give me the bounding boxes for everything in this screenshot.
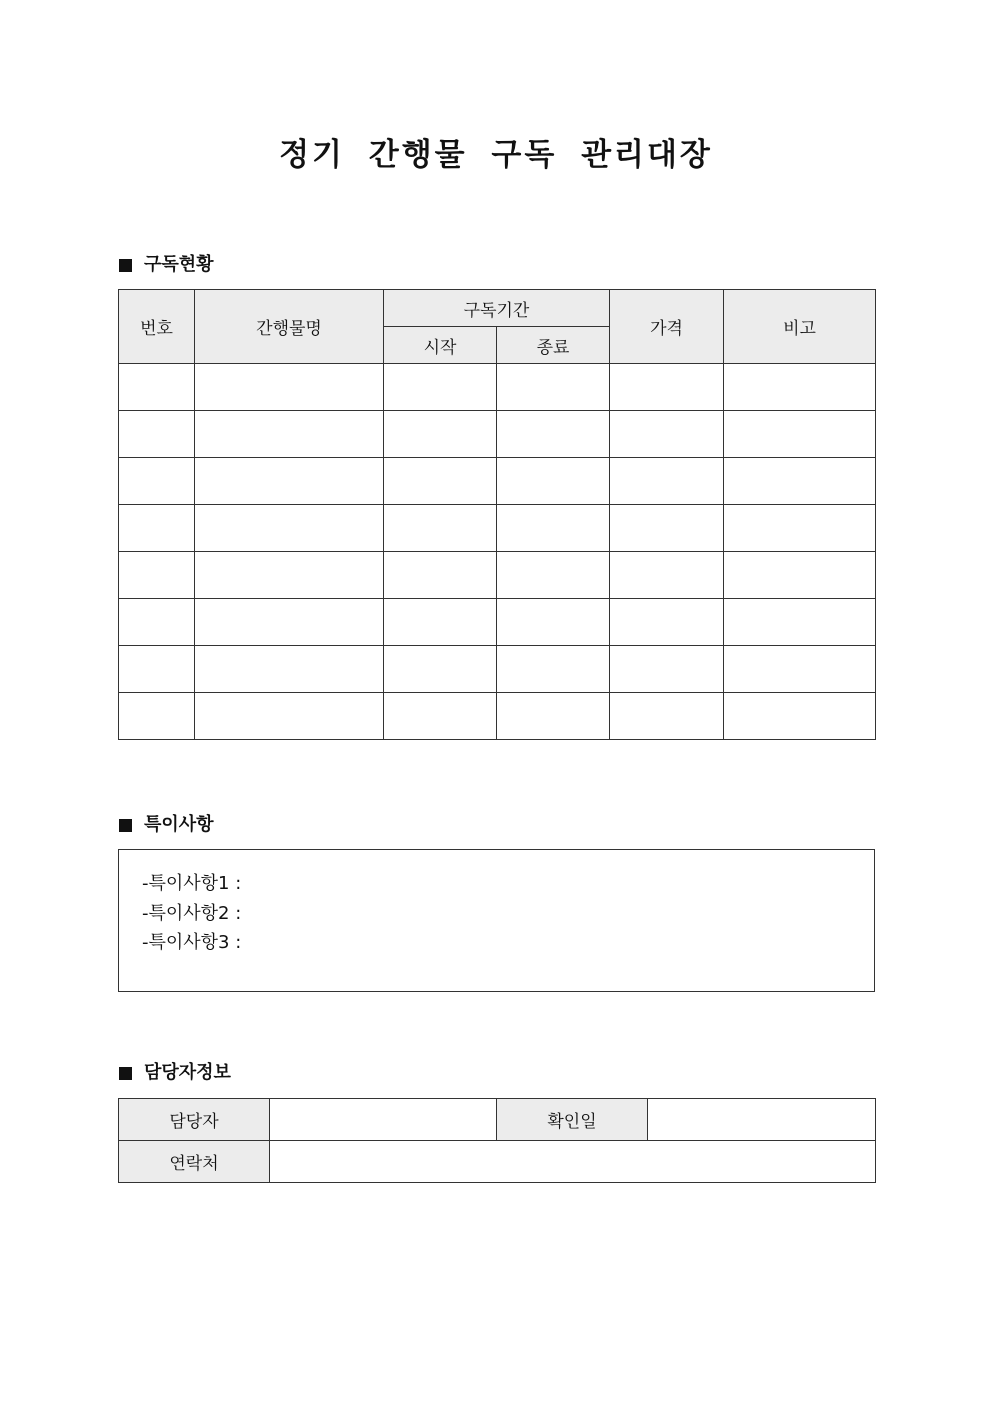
cell-start[interactable] [384,411,497,458]
cell-end[interactable] [497,552,610,599]
page-title: 정기 간행물 구독 관리대장 [279,137,713,173]
confirm-date-field[interactable] [648,1099,876,1141]
cell-price[interactable] [610,599,724,646]
cell-start[interactable] [384,364,497,411]
cell-number[interactable] [119,552,195,599]
manager-field[interactable] [270,1099,497,1141]
column-header-note: 비고 [724,290,876,364]
contact-table [118,1098,876,1183]
table-row [119,1141,876,1183]
cell-note[interactable] [724,599,876,646]
cell-end[interactable] [497,505,610,552]
cell-price[interactable] [610,458,724,505]
phone-field[interactable] [270,1141,876,1183]
cell-publication-name[interactable] [195,458,384,505]
confirm-date-label: 확인일 [497,1099,648,1141]
cell-number[interactable] [119,364,195,411]
section-heading-contact [119,1061,231,1085]
cell-note[interactable] [724,411,876,458]
subscription-table [118,289,876,740]
cell-publication-name[interactable] [195,599,384,646]
table-header-row [119,290,876,327]
cell-end[interactable] [497,599,610,646]
cell-number[interactable] [119,458,195,505]
cell-note[interactable] [724,552,876,599]
cell-note[interactable] [724,646,876,693]
cell-price[interactable] [610,552,724,599]
column-header-number: 번호 [119,290,195,364]
cell-publication-name[interactable] [195,552,384,599]
cell-note[interactable] [724,693,876,740]
cell-end[interactable] [497,458,610,505]
table-row [119,599,876,646]
cell-end[interactable] [497,364,610,411]
table-row [119,458,876,505]
remarks-list [119,850,874,958]
section-heading-subscription [119,253,214,277]
column-header-publication-name: 간행물명 [195,290,384,364]
cell-price[interactable] [610,364,724,411]
cell-end[interactable] [497,646,610,693]
cell-start[interactable] [384,458,497,505]
cell-publication-name[interactable] [195,693,384,740]
cell-start[interactable] [384,599,497,646]
cell-end[interactable] [497,693,610,740]
cell-start[interactable] [384,693,497,740]
cell-start[interactable] [384,646,497,693]
cell-publication-name[interactable] [195,411,384,458]
cell-number[interactable] [119,411,195,458]
section-heading-label: 구독현황 [144,254,214,275]
list-item: -특이사항1 : [142,873,242,894]
section-heading-label: 특이사항 [144,814,214,835]
cell-end[interactable] [497,411,610,458]
column-header-end: 종료 [497,327,610,364]
table-row [119,364,876,411]
cell-number[interactable] [119,505,195,552]
phone-label: 연락처 [119,1141,270,1183]
table-row [119,411,876,458]
cell-number[interactable] [119,646,195,693]
table-row [119,646,876,693]
cell-publication-name[interactable] [195,646,384,693]
cell-publication-name[interactable] [195,505,384,552]
cell-publication-name[interactable] [195,364,384,411]
section-heading-label: 담당자정보 [144,1062,231,1083]
table-row [119,505,876,552]
section-heading-remarks [119,813,214,837]
cell-start[interactable] [384,552,497,599]
cell-price[interactable] [610,646,724,693]
list-item: -특이사항2 : [142,902,242,924]
cell-start[interactable] [384,505,497,552]
cell-price[interactable] [610,693,724,740]
list-item: -특이사항3 : [142,932,242,953]
column-header-period: 구독기간 [384,290,610,327]
square-bullet-icon [119,1067,132,1080]
cell-number[interactable] [119,693,195,740]
cell-number[interactable] [119,599,195,646]
square-bullet-icon [119,819,132,832]
remarks-box[interactable] [118,849,875,992]
manager-label: 담당자 [119,1099,270,1141]
column-header-start: 시작 [384,327,497,364]
cell-note[interactable] [724,505,876,552]
table-row [119,1099,876,1141]
column-header-price: 가격 [610,290,724,364]
table-row [119,552,876,599]
cell-price[interactable] [610,505,724,552]
square-bullet-icon [119,259,132,272]
cell-price[interactable] [610,411,724,458]
cell-note[interactable] [724,364,876,411]
cell-note[interactable] [724,458,876,505]
table-row [119,693,876,740]
